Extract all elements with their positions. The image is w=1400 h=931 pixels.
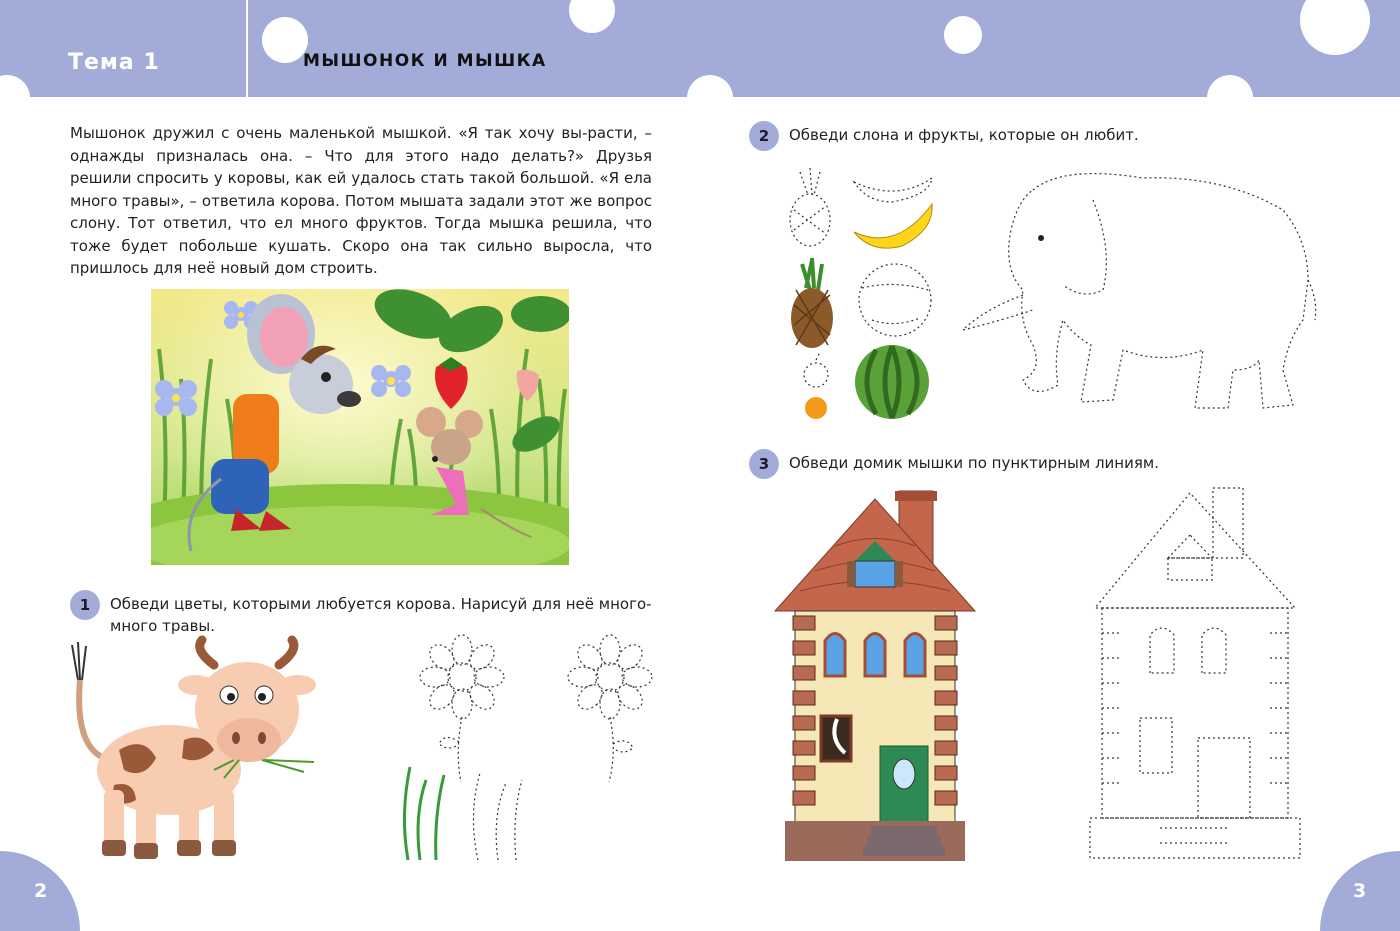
task-3-badge: 3 [749, 449, 779, 479]
topic-label: Тема 1 [68, 50, 160, 75]
story-text: Мышонок дружил с очень маленькой мышкой. «Я так хочу вы-расти, – однажды призналась она. – Что для этого надо делать?» Друзья решили спросить у коровы, как ей удалось стать такой большой. «Я ела много травы», – ответила корова. Потом мышата задали этот же вопрос слону. Тот ответил, что ел много фруктов. Тогда мышка решила, что тоже будет побольше кушать. Скоро она так сильно выросла, что пришлось для неё новый дом строить. [70, 124, 652, 277]
task-1-badge: 1 [70, 590, 100, 620]
task-2-badge: 2 [749, 121, 779, 151]
page-number-left: 2 [34, 880, 48, 902]
story-illustration [151, 289, 569, 565]
watermelon [855, 345, 929, 419]
banana [854, 204, 932, 248]
grass-blades [398, 765, 528, 865]
header-divider [246, 0, 248, 97]
decor-dot [944, 16, 982, 54]
decor-dot [262, 17, 308, 63]
task-3-text: Обведи домик мышки по пунктирным линиям. [789, 454, 1159, 472]
page-number-right: 3 [1353, 880, 1367, 902]
fruit-grid [782, 160, 942, 420]
decor-dot [687, 75, 733, 121]
flower-outline [565, 632, 655, 862]
page-title: МЫШОНОК И МЫШКА [303, 51, 547, 71]
task-1-text: Обведи цветы, которыми любуется корова. Нарисуй для неё много-много травы. [110, 595, 652, 635]
house-outline [1090, 483, 1310, 863]
orange [805, 397, 827, 419]
cow-illustration [64, 640, 324, 870]
decor-dot [1207, 75, 1253, 121]
task-2-text: Обведи слона и фрукты, которые он любит. [789, 126, 1139, 144]
house-illustration [775, 491, 975, 861]
elephant-outline [963, 170, 1323, 420]
pineapple [791, 258, 833, 348]
